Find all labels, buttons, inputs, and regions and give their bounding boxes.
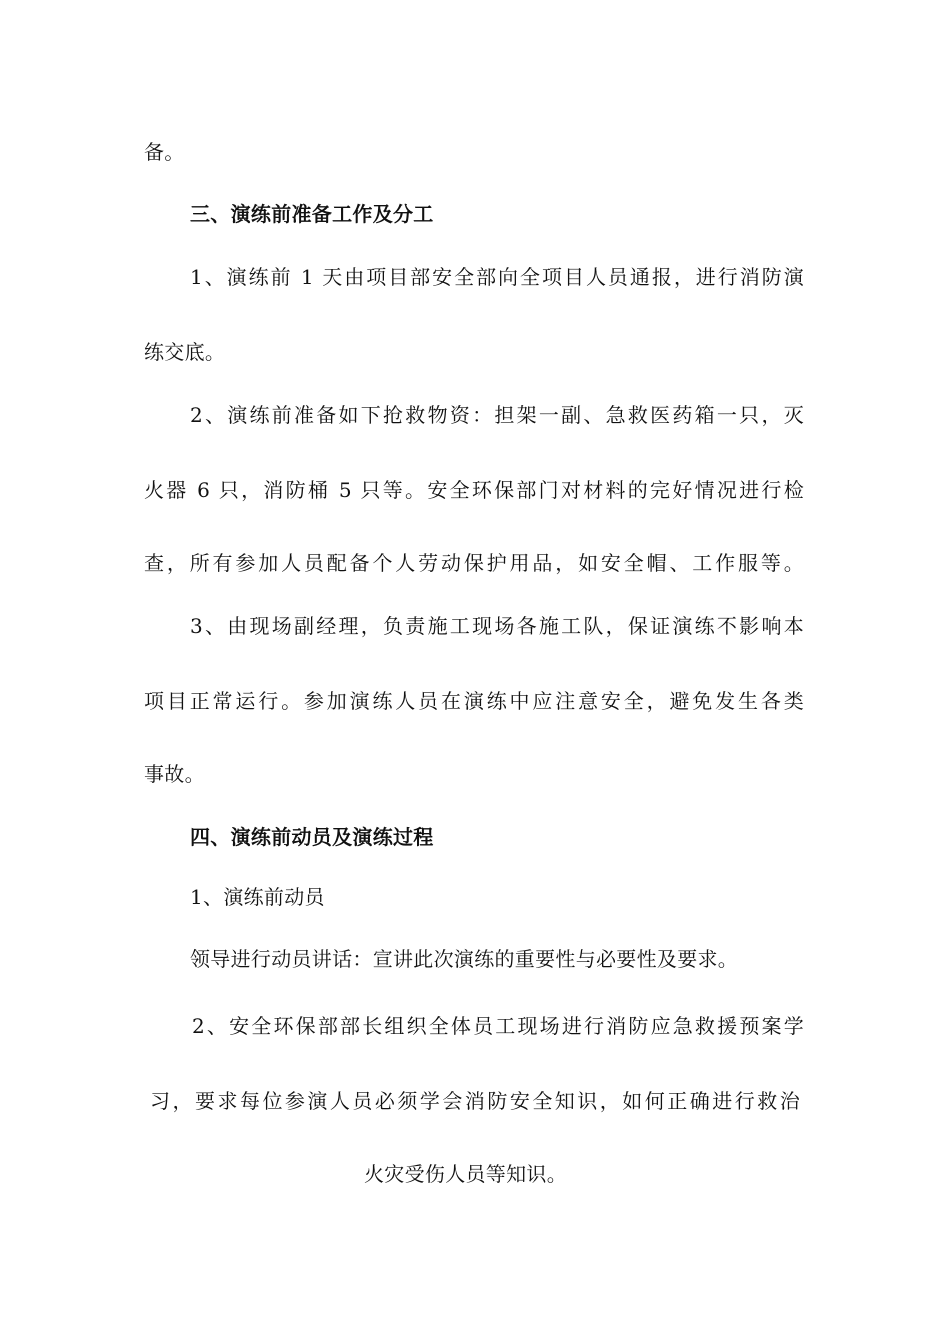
paragraph-line: 火器 6 只，消防桶 5 只等。安全环保部门对材料的完好情况进行检 bbox=[144, 478, 804, 502]
paragraph-line: 事故。 bbox=[144, 762, 205, 786]
paragraph-line: 2、安全环保部部长组织全体员工现场进行消防应急救援预案学 bbox=[192, 1014, 804, 1038]
section-heading-4: 四、演练前动员及演练过程 bbox=[190, 825, 434, 849]
paragraph-line: 练交底。 bbox=[144, 340, 226, 364]
subsection-heading: 1、演练前动员 bbox=[190, 885, 325, 909]
paragraph-line: 查，所有参加人员配备个人劳动保护用品，如安全帽、工作服等。 bbox=[144, 551, 804, 575]
paragraph-line: 项目正常运行。参加演练人员在演练中应注意安全，避免发生各类 bbox=[144, 689, 804, 713]
paragraph-line: 2、演练前准备如下抢救物资：担架一副、急救医药箱一只，灭 bbox=[190, 403, 804, 427]
paragraph-line: 习，要求每位参演人员必须学会消防安全知识，如何正确进行救治 bbox=[150, 1089, 800, 1113]
paragraph-line: 1、演练前 1 天由项目部安全部向全项目人员通报，进行消防演 bbox=[190, 265, 804, 289]
paragraph-line: 3、由现场副经理，负责施工现场各施工队，保证演练不影响本 bbox=[190, 614, 804, 638]
paragraph-line: 领导进行动员讲话：宣讲此次演练的重要性与必要性及要求。 bbox=[190, 947, 739, 971]
section-heading-3: 三、演练前准备工作及分工 bbox=[190, 202, 434, 226]
paragraph-line: 火灾受伤人员等知识。 bbox=[364, 1162, 567, 1186]
paragraph-line: 备。 bbox=[144, 140, 185, 164]
